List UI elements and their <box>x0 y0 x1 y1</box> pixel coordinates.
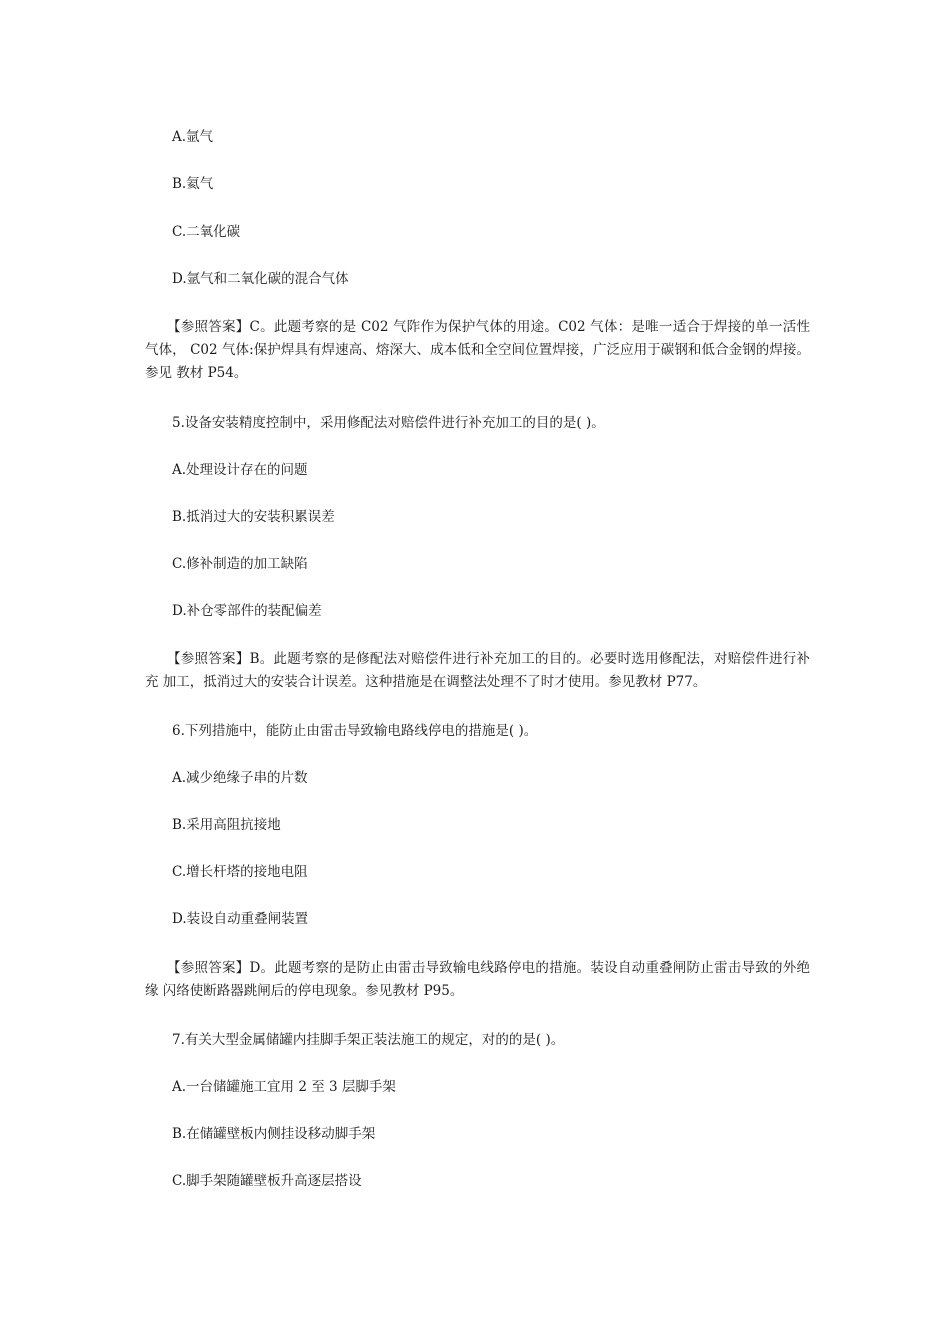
q5-question: 5.设备安装精度控制中，采用修配法对赔偿件进行补充加工的目的是( )。 <box>172 415 605 431</box>
q7-question: 7.有关大型金属储罐内挂脚手架正装法施工的规定，对的的是( )。 <box>172 1032 565 1048</box>
q4-answer: 【参照答案】C。此题考察的是 C02 气阼作为保护气体的用途。C02 气体：是唯一适合于焊接的单一活性气体， C02 气体:保护焊具有焊速高、熔深大、成本低和全空间位置焊接，广泛应用于碳钢和低合金钢的焊接。 参见 教材 P54。 <box>145 319 810 381</box>
q6-option-c: C.增长杆塔的接地电阻 <box>172 864 308 880</box>
q7-option-a: A.一台储罐施工宜用 2 至 3 层脚手架 <box>172 1079 396 1095</box>
q5-option-a: A.处理设计存在的问题 <box>172 462 308 478</box>
q4-option-b: B.氦气 <box>172 176 214 192</box>
q5-option-c: C.修补制造的加工缺陷 <box>172 556 308 572</box>
q4-option-c: C.二氧化碳 <box>172 224 241 240</box>
q6-answer: 【参照答案】D。此题考察的是防止由雷击导致输电线路停电的措施。装设自动重叠闸防止雷击导致的外绝缘 闪络使断路器跳闸后的停电现象。参见教材 P95。 <box>145 960 810 999</box>
q5-option-b: B.抵消过大的安装积累误差 <box>172 509 335 525</box>
q6-option-a: A.减少绝缘子串的片数 <box>172 770 308 786</box>
q6-option-b: B.采用高阻抗接地 <box>172 817 281 833</box>
q4-option-d: D.氩气和二氧化碳的混合气体 <box>172 271 349 287</box>
q4-option-a: A.氩气 <box>172 129 214 145</box>
q5-option-d: D.补仓零部件的装配偏差 <box>172 603 322 619</box>
q7-option-b: B.在储罐壁板内侧挂设移动脚手架 <box>172 1126 376 1142</box>
q5-answer: 【参照答案】B。此题考察的是修配法对赔偿件进行补充加工的目的。必要时选用修配法，对赔偿件进行补充 加工，抵消过大的安装合计误差。这种措施是在调整法处理不了时才使用。参见教材 P77。 <box>145 651 810 690</box>
q7-option-c: C.脚手架随罐壁板升高逐层搭设 <box>172 1173 362 1189</box>
q6-option-d: D.装设自动重叠闸装置 <box>172 911 309 927</box>
q6-question: 6.下列措施中，能防止由雷击导致输电路线停电的措施是( )。 <box>172 723 538 739</box>
